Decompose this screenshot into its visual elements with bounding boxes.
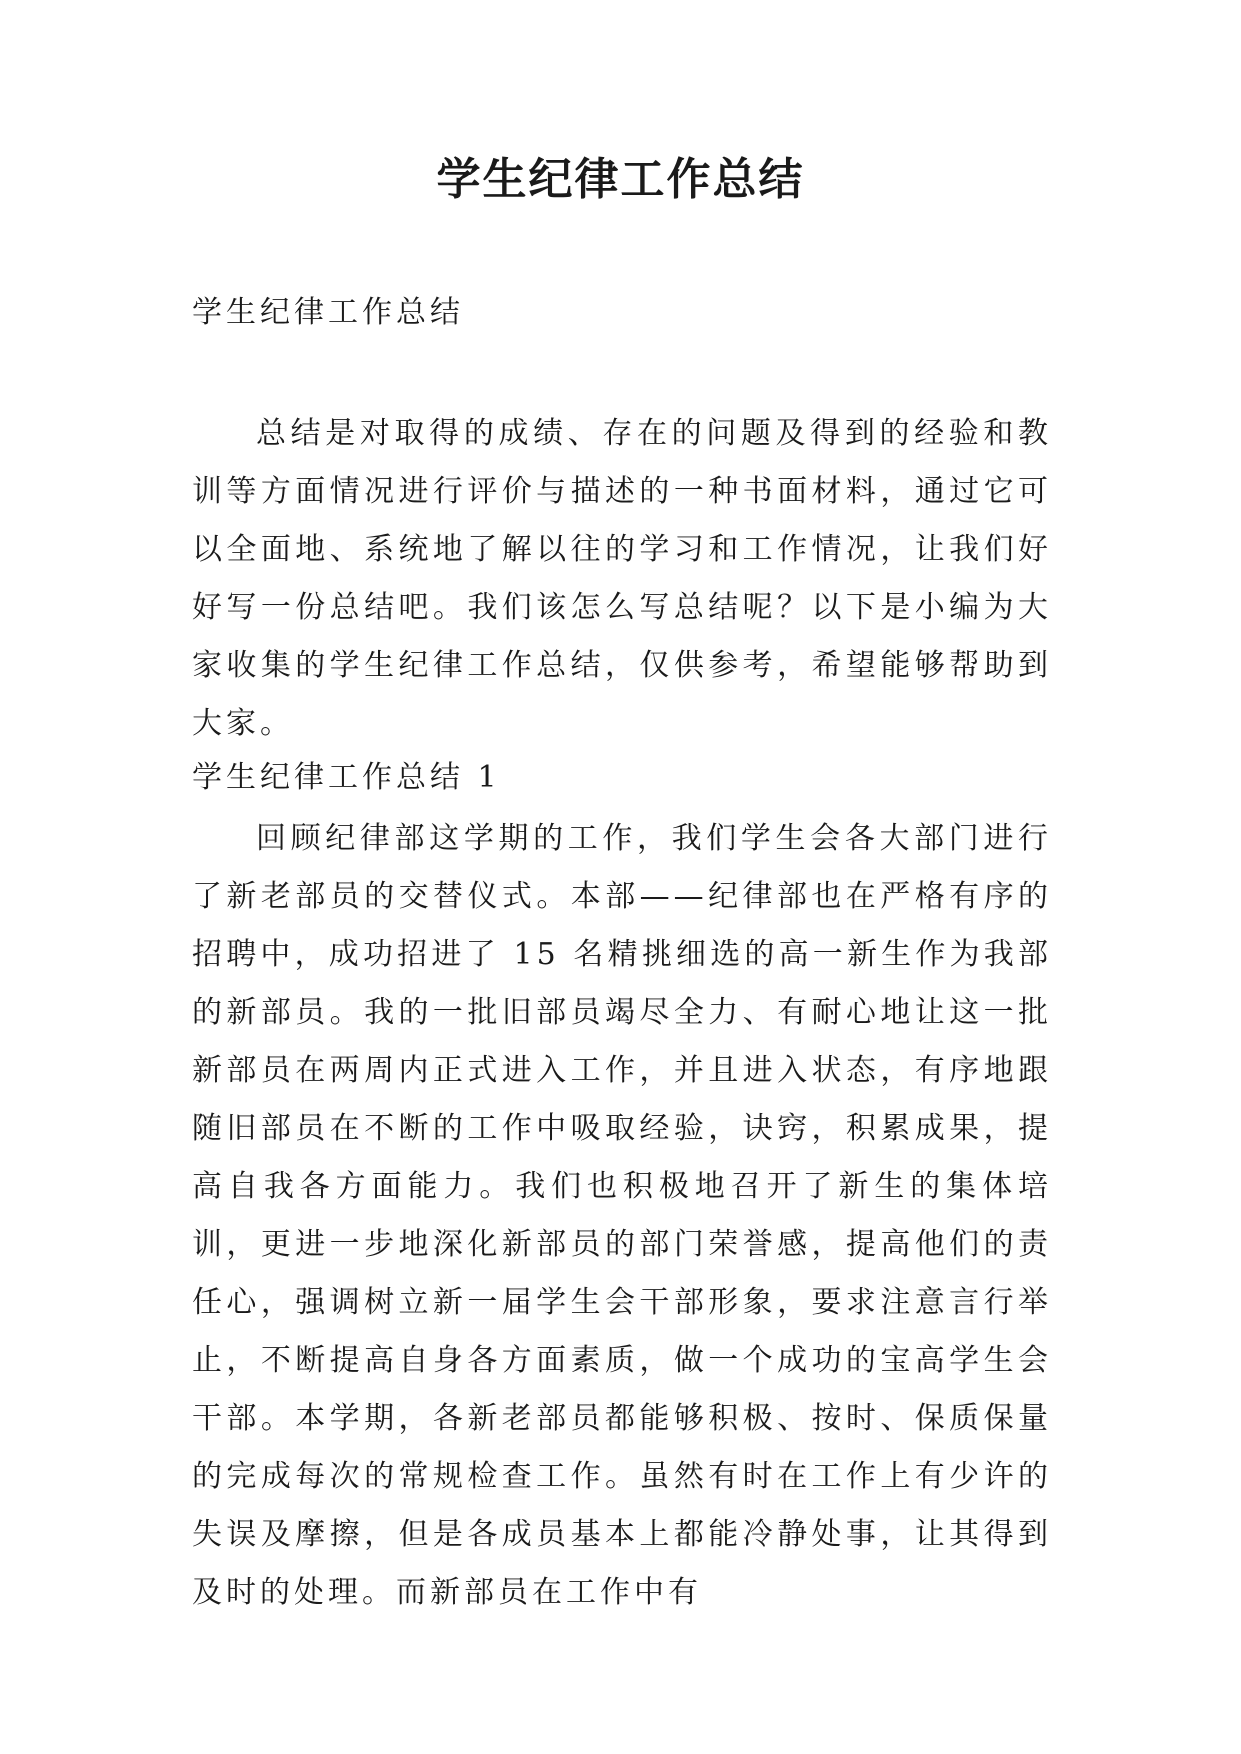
document-subtitle: 学生纪律工作总结 bbox=[192, 295, 464, 330]
document-title: 学生纪律工作总结 bbox=[436, 154, 805, 205]
section-body-1: 回顾纪律部这学期的工作，我们学生会各大部门进行了新老部员的交替仪式。本部——纪律部也在严格有序的招聘中，成功招进了 15 名精挑细选的高一新生作为我部的新部员。我的一批旧部员竭尽全力、有耐心地让这一批新部员在两周内正式进入工作，并且进入状态，有序地跟随旧部员在不断的工作中吸取经验，诀窍，积累成果，提高自我各方面能力。我们也积极地召开了新生的集体培训，更进一步地深化新部员的部门荣誉感，提高他们的责任心，强调树立新一届学生会干部形象，要求注意言行举止，不断提高自身各方面素质，做一个成功的宝高学生会干部。本学期，各新老部员都能够积极、按时、保质保量的完成每次的常规检查工作。虽然有时在工作上有少许的失误及摩擦，但是各成员基本上都能冷静处事，让其得到及时的处理。而新部员在工作中有 bbox=[192, 821, 1052, 1610]
section-heading-1: 学生纪律工作总结 1 bbox=[192, 760, 501, 795]
intro-paragraph: 总结是对取得的成绩、存在的问题及得到的经验和教训等方面情况进行评价与描述的一种书面材料，通过它可以全面地、系统地了解以往的学习和工作情况，让我们好好写一份总结吧。我们该怎么写总结呢？以下是小编为大家收集的学生纪律工作总结，仅供参考，希望能够帮助到大家。 bbox=[192, 416, 1052, 741]
